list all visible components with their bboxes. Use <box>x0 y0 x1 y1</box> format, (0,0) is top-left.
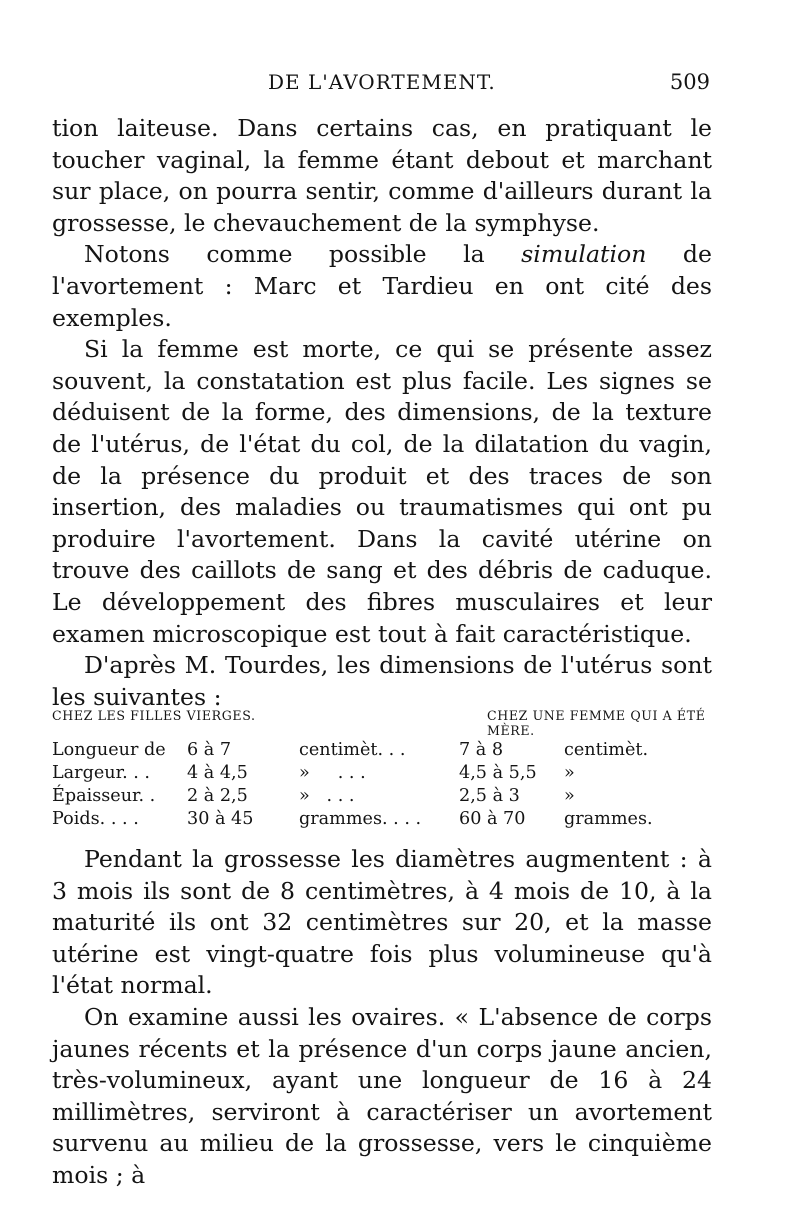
paragraph-2: Notons comme possible la simulation de l'avortement : Marc et Tardieu en ont cité des exemples. <box>52 240 712 332</box>
table-row <box>52 761 712 784</box>
uterus-dimensions-table <box>52 708 712 830</box>
text-block-top <box>52 113 712 713</box>
mother-value: 60 à 70 <box>459 808 526 829</box>
virgin-unit: » . . . <box>299 785 355 806</box>
mother-value: 4,5 à 5,5 <box>459 762 537 783</box>
row-label: Longueur de <box>52 739 166 760</box>
page-number: 509 <box>669 70 710 94</box>
virgin-value: 4 à 4,5 <box>187 762 248 783</box>
paragraph-3: Si la femme est morte, ce qui se présente assez souvent, la constatation est plus facile. Les signes se déduisent de la forme, des dimensions, de la texture de l'utérus, de l'état du col, de la dilatation du vagin, de la présence du produit et des traces de son insertion, des maladies ou traumatismes qui ont pu produire l'avortement. Dans la cavité utérine on trouve des caillots de sang et des débris de caduque. Le développement des fibres musculaires et leur examen microscopique est tout à fait caractéristique. <box>52 335 712 648</box>
page-header <box>268 70 710 104</box>
virgin-value: 30 à 45 <box>187 808 254 829</box>
mother-unit: centimèt. <box>564 739 649 760</box>
paragraph-6: On examine aussi les ovaires. « L'absence de corps jaunes récents et la présence d'un corps jaune ancien, très-volumineux, ayant une longueur de 16 à 24 millimètres, serviront à caractériser un avortement survenu au milieu de la grossesse, vers le cinquième mois ; à <box>52 1002 712 1189</box>
virgin-value: 2 à 2,5 <box>187 785 248 806</box>
mother-unit: » <box>564 785 575 806</box>
mother-unit: » <box>564 762 575 783</box>
row-label: Poids. . . . <box>52 808 139 829</box>
column-header-mother: CHEZ UNE FEMME QUI A ÉTÉ MÈRE. <box>487 708 706 738</box>
mother-value: 2,5 à 3 <box>459 785 520 806</box>
paragraph-4: D'après M. Tourdes, les dimensions de l'utérus sont les suivantes : <box>52 651 712 711</box>
table-header-row <box>52 708 712 738</box>
paragraph-5: Pendant la grossesse les diamètres augmentent : à 3 mois ils sont de 8 centimètres, à 4 mois de 10, à la maturité ils ont 32 centimètres sur 20, et la masse utérine est vingt-quatre fois plus volumineuse qu'à l'état normal. <box>52 845 712 1000</box>
virgin-unit: centimèt. . . <box>299 739 406 760</box>
text-block-bottom <box>52 844 712 1192</box>
row-label: Épaisseur. . <box>52 785 156 806</box>
table-row <box>52 807 712 830</box>
mother-unit: grammes. <box>564 808 653 829</box>
paragraph-1: tion laiteuse. Dans certains cas, en pratiquant le toucher vaginal, la femme étant debout et marchant sur place, on pourra sentir, comme d'ailleurs durant la grossesse, le chevauchement de la symphyse. <box>52 114 712 237</box>
emphasis-simulation: simulation <box>521 240 647 269</box>
virgin-unit: » . . . <box>299 762 366 783</box>
virgin-value: 6 à 7 <box>187 739 232 760</box>
table-row <box>52 784 712 807</box>
mother-value: 7 à 8 <box>459 739 504 760</box>
virgin-unit: grammes. . . . <box>299 808 422 829</box>
table-row <box>52 738 712 761</box>
running-title: DE L'AVORTEMENT. <box>268 70 496 94</box>
row-label: Largeur. . . <box>52 762 151 783</box>
column-header-virgin: CHEZ LES FILLES VIERGES. <box>52 708 256 723</box>
